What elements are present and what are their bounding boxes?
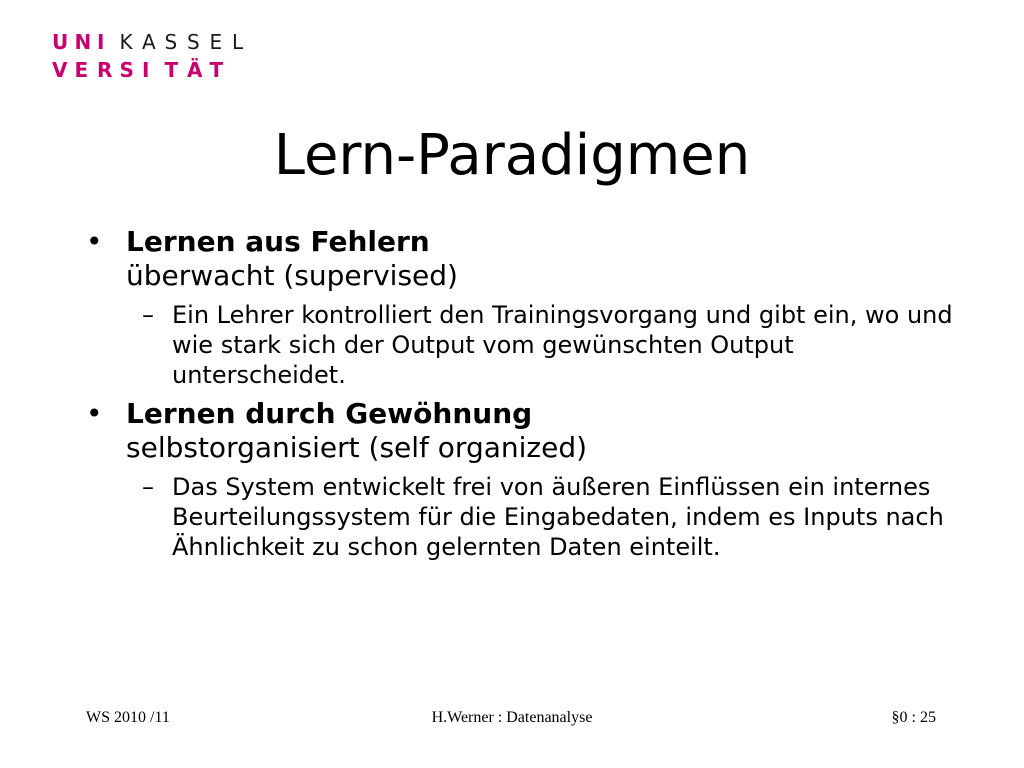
footer-semester: WS 2010 /11: [86, 709, 170, 726]
logo-letter: S: [164, 30, 178, 54]
footer-page-number: §0 : 25: [891, 709, 936, 726]
bullet-item: [86, 398, 956, 562]
bullet-subtitle: überwacht (supervised): [126, 259, 458, 292]
logo-letter: Ä: [187, 58, 203, 82]
university-logo: [52, 28, 255, 84]
sub-bullet-text: Ein Lehrer kontrolliert den Trainingsvorgang und gibt ein, wo und wie stark sich der Output vom gewünschten Output unterscheidet.: [172, 301, 953, 389]
logo-letter: V: [52, 58, 68, 82]
logo-row-1: [52, 28, 255, 56]
logo-letter: K: [119, 30, 133, 54]
logo-letter: L: [232, 30, 244, 54]
logo-letter: U: [52, 30, 69, 54]
logo-letter: A: [142, 30, 156, 54]
logo-letter: S: [187, 30, 200, 54]
logo-letter: N: [74, 30, 92, 54]
bullet-marker: •: [86, 225, 103, 258]
logo-letter: I: [97, 30, 105, 54]
sub-bullet-text: Das System entwickelt frei von äußeren Einflüssen ein internes Beurteilungssystem für die Eingabedaten, indem es Inputs nach Ähnlichkeit zu schon gelernten Daten einteilt.: [172, 473, 944, 561]
slide-content: [86, 226, 956, 570]
sub-bullet: [126, 300, 956, 390]
bullet-marker: •: [86, 397, 103, 430]
bullet-subtitle: selbstorganisiert (self organized): [126, 431, 588, 464]
footer-author-course: H.Werner : Datenanalyse: [431, 709, 593, 726]
logo-letter: E: [209, 30, 223, 54]
logo-letter: E: [74, 58, 89, 82]
dash-marker: –: [142, 473, 154, 501]
logo-letter: T: [164, 58, 179, 82]
sub-bullet: [126, 472, 956, 562]
dash-marker: –: [142, 301, 154, 329]
bullet-heading: Lernen aus Fehlern: [126, 225, 430, 258]
logo-letter: I: [142, 58, 150, 82]
logo-row-2: [52, 56, 255, 84]
logo-letter: S: [119, 58, 134, 82]
slide-title: Lern-Paradigmen: [273, 123, 751, 188]
logo-letter: T: [209, 58, 224, 82]
logo-letter: R: [97, 58, 113, 82]
bullet-item: [86, 226, 956, 390]
bullet-heading: Lernen durch Gewöhnung: [126, 397, 533, 430]
